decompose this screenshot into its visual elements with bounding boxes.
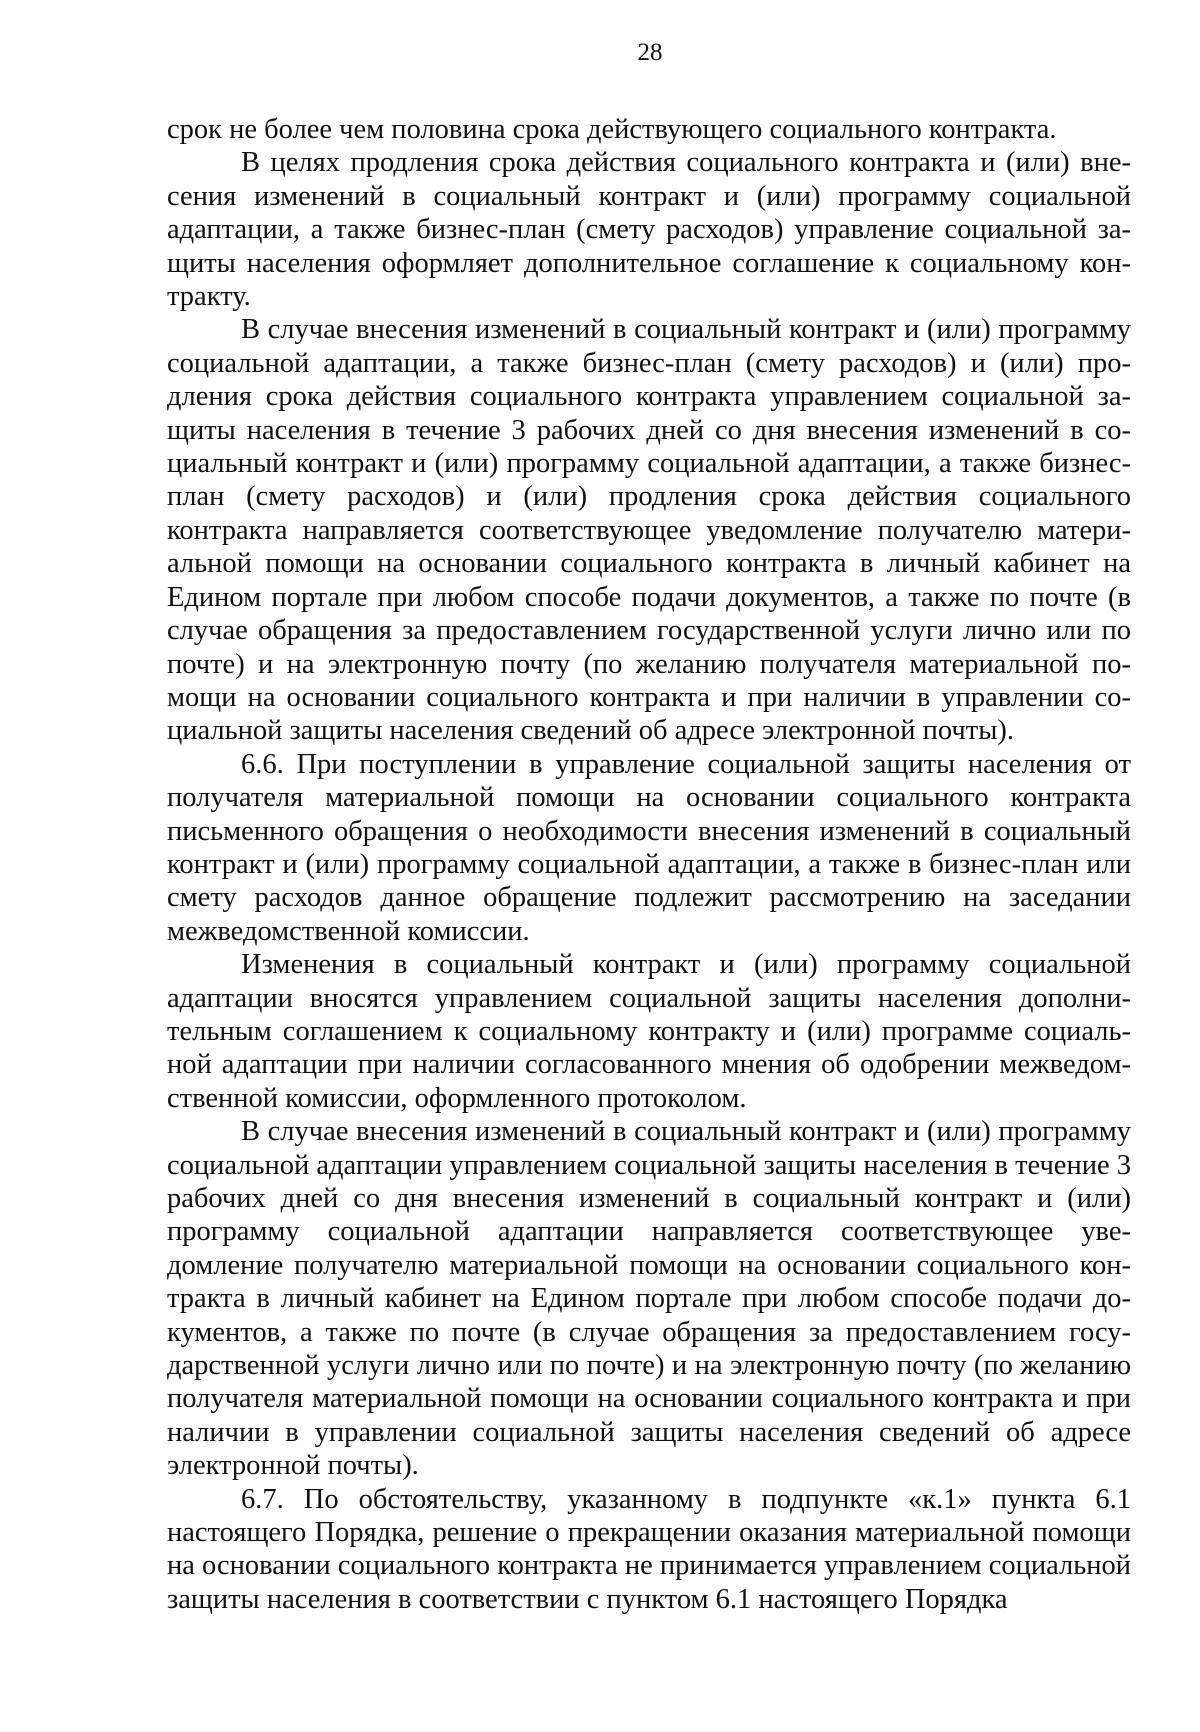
paragraph-section-6-7: 6.7. По обстоятельству, указанному в подпункте «к.1» пункта 6.1 настоящего Порядка, решение о прекращении оказания материальной помощи на основании социального контракта не принимается управлением социальной защиты населения в соответствии с пунктом 6.1 настоящего Порядка <box>167 1483 1131 1615</box>
document-body <box>167 113 1131 1616</box>
paragraph: В случае внесения изменений в социальный контракт и (или) программу социальной адаптации, а также бизнес-план (смету расходов) и (или) продления срока действия социального контракта управлением социальной защиты населения в течение 3 рабочих дней со дня внесения изменений в социальный контракт и (или) программу социальной адаптации, а также бизнес-план (смету расходов) и (или) продления срока действия социального контракта направляется соответствующее уведомление получателю материальной помощи на основании социального контракта в личный кабинет на Едином портале при любом способе подачи документов, а также по почте (в случае обращения за предоставлением государственной услуги лично или по почте) и на электронную почту (по желанию получателя материальной помощи на основании социального контракта и при наличии в управлении социальной защиты населения сведений об адресе электронной почты). <box>167 314 1131 747</box>
paragraph: Изменения в социальный контракт и (или) программу социальной адаптации вносятся управлением социальной защиты населения дополнительным соглашением к социальному контракту и (или) программе социальной адаптации при наличии согласованного мнения об одобрении межведомственной комиссии, оформленного протоколом. <box>167 949 1131 1114</box>
paragraph: В целях продления срока действия социального контракта и (или) внесения изменений в социальный контракт и (или) программу социальной адаптации, а также бизнес-план (смету расходов) управление социальной защиты населения оформляет дополнительное соглашение к социальному контракту. <box>167 147 1131 313</box>
paragraph: В случае внесения изменений в социальный контракт и (или) программу социальной адаптации управлением социальной защиты населения в течение 3 рабочих дней со дня внесения изменений в социальный контракт и (или) программу социальной адаптации направляется соответствующее уведомление получателю материальной помощи на основании социального контракта в личный кабинет на Едином портале при любом способе подачи документов, а также по почте (в случае обращения за предоставлением государственной услуги лично или по почте) и на электронную почту (по желанию получателя материальной помощи на основании социального контракта и при наличии в управлении социальной защиты населения сведений об адресе электронной почты). <box>167 1116 1131 1482</box>
paragraph-continuation: срок не более чем половина срока действующего социального контракта. <box>167 114 1057 145</box>
page-number: 28 <box>637 39 663 66</box>
paragraph-section-6-6: 6.6. При поступлении в управление социальной защиты населения от получателя материальной помощи на основании социального контракта письменного обращения о необходимости внесения изменений в социальный контракт и (или) программу социальной адаптации, а также в бизнес-план или смету расходов данное обращение подлежит рассмотрению на заседании межведомственной комиссии. <box>167 748 1131 947</box>
